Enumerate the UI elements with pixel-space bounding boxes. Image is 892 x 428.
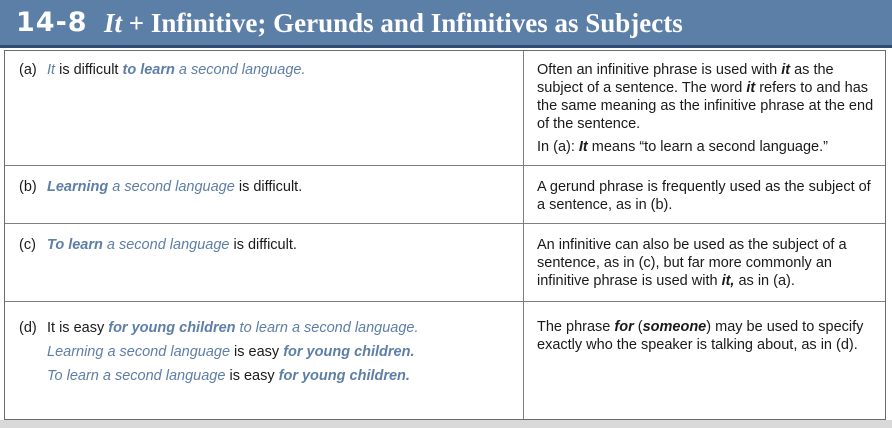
text-run: a second language bbox=[102, 237, 230, 253]
example-b bbox=[19, 177, 302, 198]
explanation-c bbox=[537, 236, 877, 290]
text-run: to learn bbox=[122, 62, 175, 78]
table-row-a bbox=[5, 51, 885, 166]
chart-header bbox=[0, 0, 892, 48]
title-it: It bbox=[104, 8, 123, 38]
text-run: Learning a second language bbox=[47, 344, 231, 360]
explanation-a bbox=[537, 61, 877, 156]
text-run: to learn a second language. bbox=[235, 320, 419, 336]
text-run: It bbox=[47, 62, 56, 78]
text-run: for young children bbox=[108, 320, 236, 336]
text-run: is easy bbox=[225, 368, 279, 384]
explanation-paragraph bbox=[537, 138, 877, 156]
text-run: ) may be used to specify exactly who the speaker is talking about, as in (d). bbox=[537, 319, 864, 353]
text-run: as the subject of a sentence. The word bbox=[537, 62, 834, 96]
explanation-paragraph bbox=[537, 61, 877, 133]
text-run: is difficult. bbox=[234, 179, 303, 195]
text-run: it bbox=[781, 62, 791, 78]
example-c bbox=[19, 235, 297, 256]
text-run: it bbox=[746, 80, 756, 96]
example-label: (a) bbox=[19, 62, 37, 78]
text-run: for bbox=[614, 319, 634, 335]
text-run: It bbox=[578, 139, 588, 155]
text-run: An infinitive can also be used as the subject of a sentence, as in (c), but far more commonly an infinitive phrase is used with bbox=[537, 237, 847, 289]
example-label: (b) bbox=[19, 179, 37, 195]
chart-number: 14-8 bbox=[16, 7, 88, 38]
example-text bbox=[47, 179, 302, 195]
title-rest: + Infinitive; Gerunds and Infinitives as Subjects bbox=[128, 8, 683, 38]
text-run: is difficult. bbox=[229, 237, 297, 253]
text-run: In (a): bbox=[537, 139, 579, 155]
explanation-d bbox=[537, 318, 877, 354]
example-d bbox=[19, 316, 419, 388]
explanation-paragraph bbox=[537, 318, 877, 354]
text-run: a second language bbox=[108, 179, 235, 195]
text-run: as in (a). bbox=[734, 273, 795, 289]
text-run: refers to and has the same meaning as the infinitive phrase at the end of the sentence. bbox=[537, 80, 874, 132]
example-text bbox=[47, 62, 305, 78]
example-text bbox=[19, 364, 419, 388]
table-row-c bbox=[5, 224, 885, 302]
text-run: it, bbox=[721, 273, 735, 289]
chart-title bbox=[104, 8, 683, 39]
text-run: a second language. bbox=[174, 62, 306, 78]
grammar-table bbox=[4, 50, 886, 420]
text-run: ( bbox=[633, 319, 643, 335]
example-label: (d) bbox=[19, 320, 37, 336]
text-run: someone bbox=[642, 319, 707, 335]
text-run: means “to learn a second language.” bbox=[587, 139, 828, 155]
explanation-paragraph bbox=[537, 236, 877, 290]
text-run: for young children. bbox=[283, 344, 415, 360]
text-run: The phrase bbox=[537, 319, 615, 335]
text-run: To learn bbox=[47, 237, 103, 253]
example-text bbox=[19, 340, 419, 364]
bottom-strip bbox=[0, 420, 892, 428]
example-text bbox=[47, 320, 419, 336]
example-text bbox=[47, 237, 297, 253]
text-run: To learn a second language bbox=[47, 368, 226, 384]
table-row-b bbox=[5, 166, 885, 224]
text-run: Learning bbox=[47, 179, 109, 195]
text-run: A gerund phrase is frequently used as the subject of a sentence, as in (b). bbox=[537, 179, 871, 213]
text-run: for young children. bbox=[278, 368, 410, 384]
explanation-paragraph bbox=[537, 178, 877, 214]
text-run: is difficult bbox=[55, 62, 123, 78]
table-row-d bbox=[5, 302, 885, 419]
text-run: Often an infinitive phrase is used with bbox=[537, 62, 782, 78]
explanation-b bbox=[537, 178, 877, 214]
example-a bbox=[19, 60, 305, 81]
text-run: is easy bbox=[230, 344, 284, 360]
text-run: It is easy bbox=[47, 320, 109, 336]
example-label: (c) bbox=[19, 237, 36, 253]
